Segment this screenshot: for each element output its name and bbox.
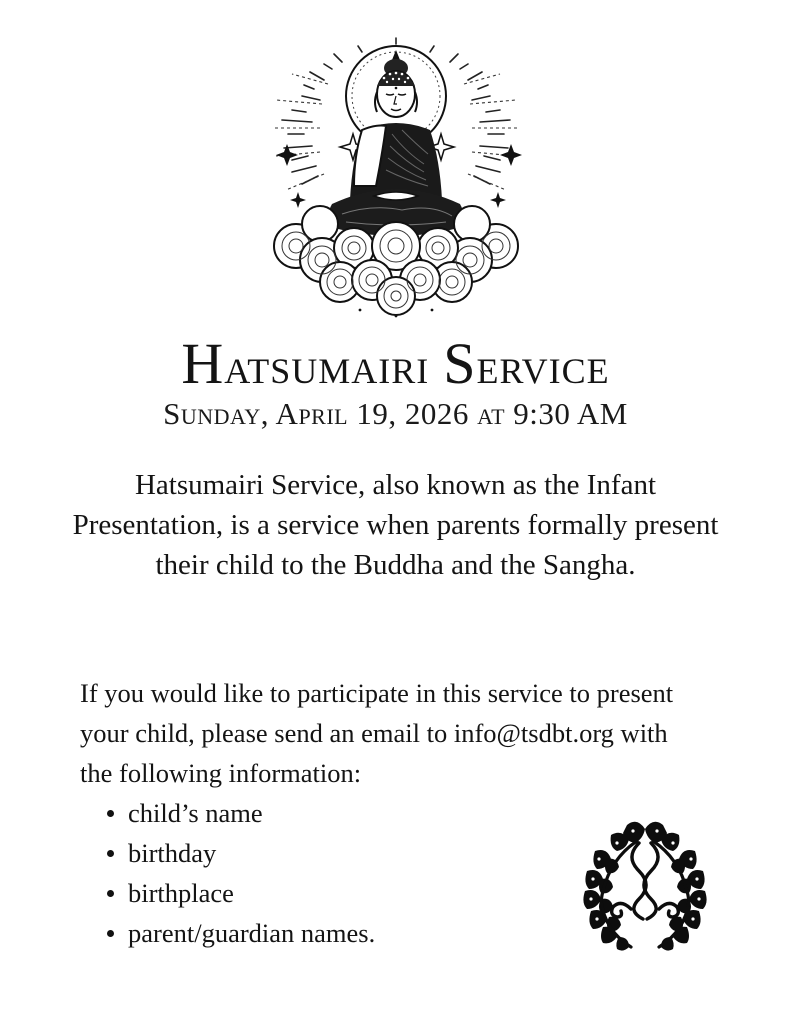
list-item-label: parent/guardian names.: [128, 918, 376, 948]
bullet-icon: [107, 930, 114, 937]
intro-paragraph: Hatsumairi Service, also known as the Infant Presentation, is a service when parents formally present their child to the Buddha and the Sangha.: [72, 469, 719, 581]
list-item-birthplace: [104, 873, 375, 913]
list-item-label: child’s name: [128, 798, 263, 828]
list-item-label: birthplace: [128, 878, 234, 908]
list-item-label: birthday: [128, 838, 217, 868]
bullet-icon: [107, 890, 114, 897]
event-date-time: Sunday, April 19, 2026 at 9:30 AM: [163, 396, 628, 431]
title-initial-h: H: [181, 331, 225, 396]
wisteria-crest-icon: [577, 817, 713, 953]
bullet-icon: [107, 810, 114, 817]
buddha-on-clouds-icon: [262, 34, 530, 318]
bullet-icon: [107, 850, 114, 857]
page-title: [0, 333, 791, 398]
list-item-parent-guardian-names: [104, 913, 375, 953]
list-item-birthday: [104, 833, 375, 873]
title-word-1-rest: atsumairi: [224, 338, 444, 395]
list-item-childs-name: [104, 793, 375, 833]
title-word-2-rest: ervice: [476, 338, 610, 395]
required-info-list: [104, 793, 375, 953]
title-initial-s: S: [443, 331, 477, 396]
instructions-paragraph: If you would like to participate in this service to present your child, please send an email to info@tsdbt.org with the following information:: [80, 678, 674, 788]
